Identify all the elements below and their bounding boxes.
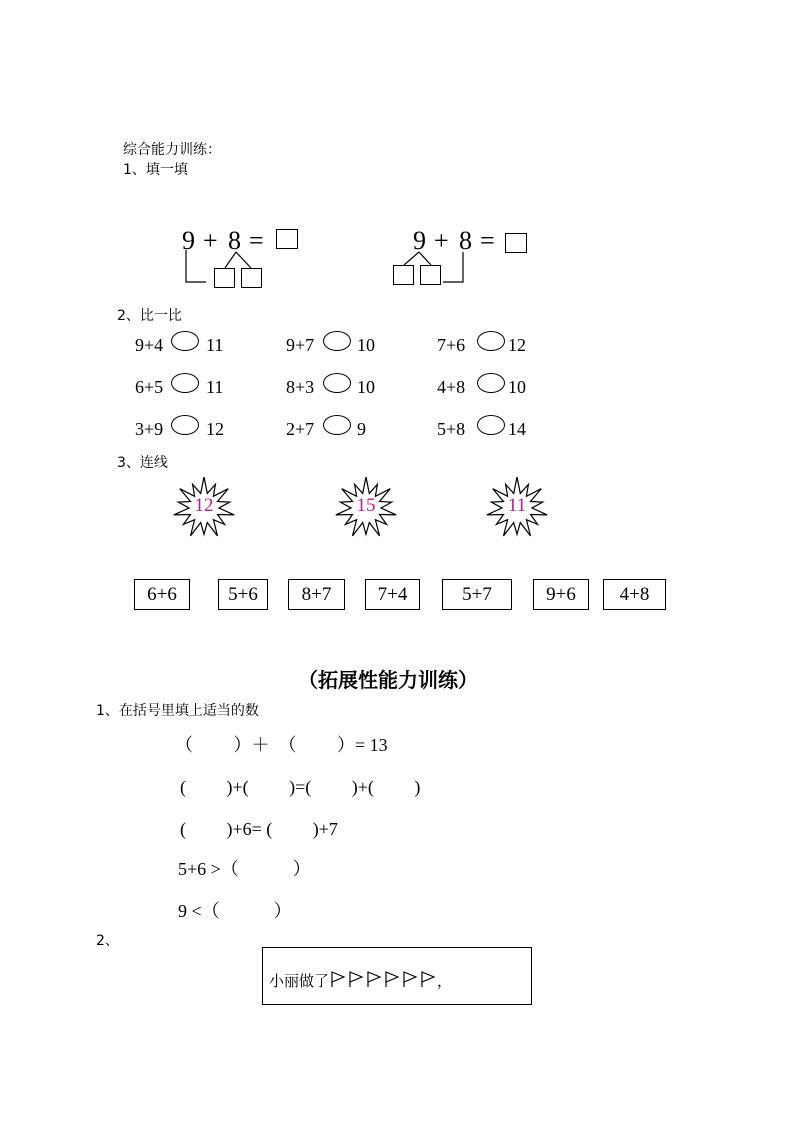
- starburst-number: 15: [356, 495, 376, 516]
- compare-oval[interactable]: [171, 331, 199, 351]
- question-2-label: 2、比一比: [117, 308, 182, 324]
- compare-oval[interactable]: [323, 373, 351, 393]
- compare-left-expr: 6+5: [135, 377, 164, 397]
- starburst-target[interactable]: [334, 476, 398, 540]
- compare-oval[interactable]: [323, 331, 351, 351]
- question-1-label: 1、填一填: [123, 162, 188, 178]
- story-suffix: ，: [437, 972, 453, 990]
- question-2b-label: 2、: [96, 933, 119, 949]
- compare-oval[interactable]: [171, 415, 199, 435]
- flag-icon: [347, 970, 365, 988]
- compare-left-expr: 9+4: [135, 335, 164, 355]
- compare-right-value: 10: [508, 377, 526, 397]
- compare-oval[interactable]: [477, 415, 505, 435]
- equation-right-eq: =: [480, 226, 495, 255]
- compare-right-value: 11: [206, 377, 224, 397]
- compare-left-expr: 7+6: [437, 335, 466, 355]
- flag-icon: [329, 970, 347, 988]
- question-3-label: 3、连线: [117, 455, 168, 471]
- story-prefix: 小丽做了: [269, 972, 330, 990]
- flag-icon: [401, 970, 419, 988]
- equation-left-plus: +: [203, 226, 218, 255]
- equation-left-eq: =: [249, 226, 264, 255]
- compare-right-value: 12: [508, 335, 526, 355]
- expression-box[interactable]: 8+7: [288, 579, 345, 610]
- expression-box[interactable]: 5+6: [218, 579, 268, 610]
- bracket-line-1: （ ）＋ （ ）= 13: [175, 735, 388, 755]
- bracket-line-2: ( )+( )=( )+( ): [180, 777, 421, 797]
- compare-left-expr: 9+7: [286, 335, 315, 355]
- compare-left-expr: 4+8: [437, 377, 466, 397]
- equation-left-b: 8: [228, 226, 241, 255]
- flag-icon: [419, 970, 437, 988]
- compare-left-expr: 3+9: [135, 419, 164, 439]
- starburst-number: 11: [507, 495, 527, 516]
- equation-right-plus: +: [434, 226, 449, 255]
- equation-left-a: 9: [182, 226, 195, 255]
- compare-left-expr: 5+8: [437, 419, 466, 439]
- extension-heading: （拓展性能力训练）: [298, 668, 478, 692]
- equation-right-b: 8: [459, 226, 472, 255]
- expression-box[interactable]: 9+6: [533, 579, 589, 610]
- compare-right-value: 10: [357, 335, 375, 355]
- compare-right-value: 12: [206, 419, 224, 439]
- compare-left-expr: 2+7: [286, 419, 315, 439]
- bracket-line-5: 9 <（ ）: [178, 901, 292, 921]
- equation-right-a: 9: [413, 226, 426, 255]
- compare-oval[interactable]: [323, 415, 351, 435]
- compare-right-value: 11: [206, 335, 224, 355]
- equation-split-lines: [0, 0, 794, 300]
- compare-left-expr: 8+3: [286, 377, 315, 397]
- bracket-line-4: 5+6 >（ ）: [178, 859, 311, 879]
- expression-box[interactable]: 5+7: [442, 579, 512, 610]
- fill-brackets-label: 1、在括号里填上适当的数: [96, 703, 259, 719]
- story-box: [262, 947, 532, 1005]
- compare-oval[interactable]: [171, 373, 199, 393]
- compare-right-value: 9: [357, 419, 366, 439]
- starburst-number: 12: [194, 495, 214, 516]
- section-title: 综合能力训练：: [123, 142, 221, 158]
- expression-box[interactable]: 7+4: [365, 579, 420, 610]
- story-text: [269, 970, 452, 991]
- starburst-target[interactable]: [172, 476, 236, 540]
- flag-icon: [365, 970, 383, 988]
- compare-oval[interactable]: [477, 373, 505, 393]
- starburst-target[interactable]: [485, 476, 549, 540]
- expression-box[interactable]: 6+6: [134, 579, 190, 610]
- compare-right-value: 14: [508, 419, 526, 439]
- expression-box[interactable]: 4+8: [603, 579, 666, 610]
- bracket-line-3: ( )+6= ( )+7: [180, 819, 338, 839]
- compare-right-value: 10: [357, 377, 375, 397]
- compare-oval[interactable]: [477, 331, 505, 351]
- flag-icon: [383, 970, 401, 988]
- flag-row: [329, 972, 437, 990]
